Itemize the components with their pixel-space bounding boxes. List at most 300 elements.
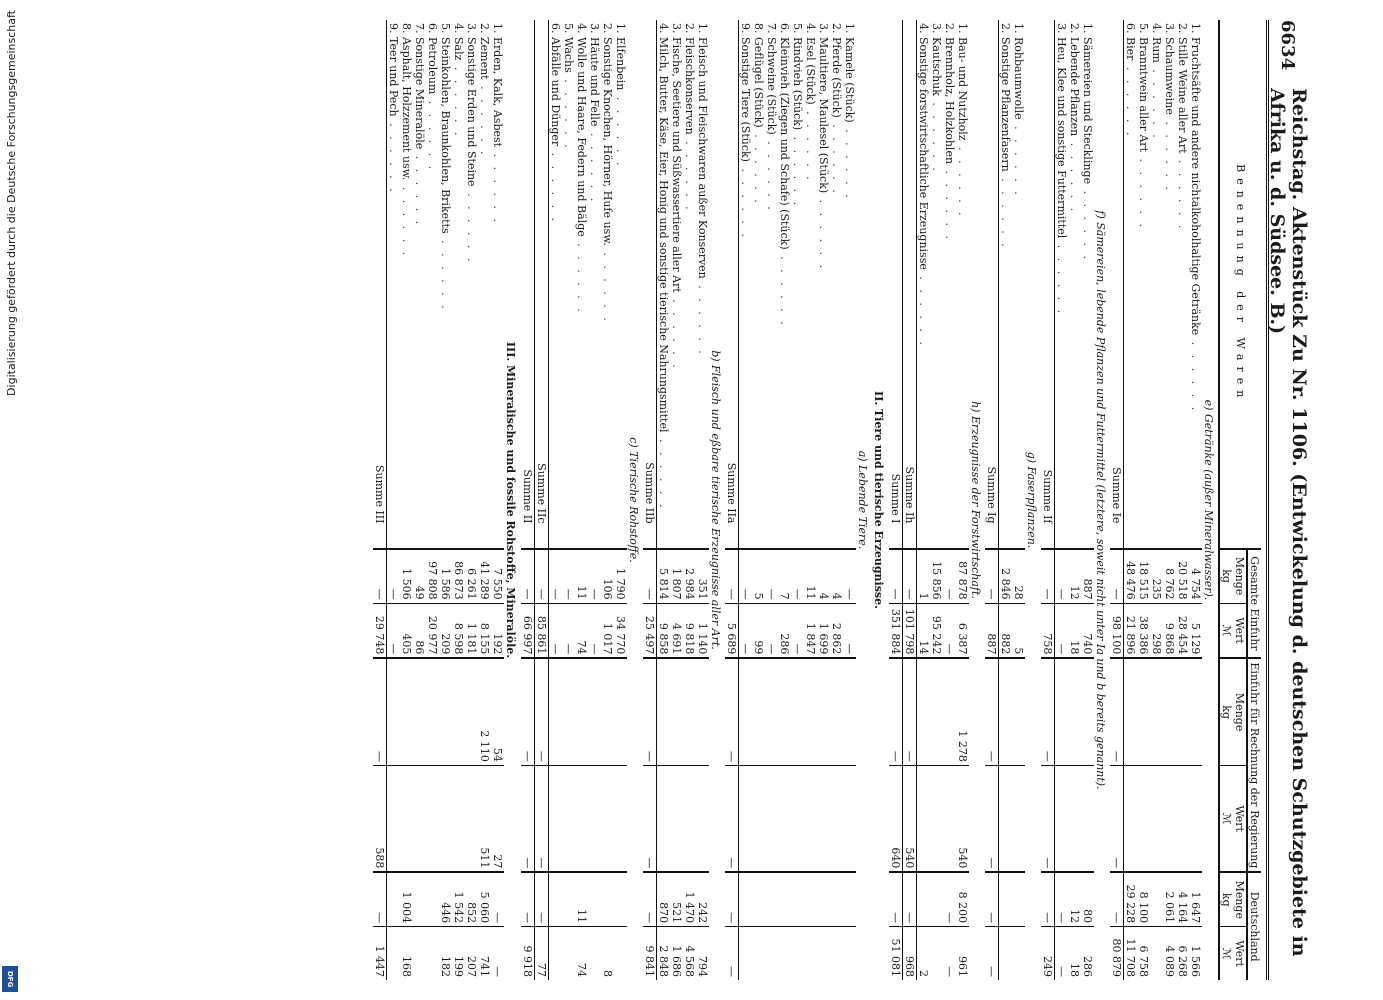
leader-dots: . . . . . . xyxy=(752,127,765,206)
ware-name-text: Summe Ig xyxy=(985,466,998,524)
gesamt-menge-cell: — xyxy=(903,549,917,604)
gesamt-menge-cell: 28 xyxy=(1012,549,1025,604)
deutschland-wert-cell: 968 xyxy=(903,927,917,980)
gesamt-menge-cell: 1 xyxy=(917,549,931,604)
gesamt-menge-cell: 15 856 xyxy=(930,549,943,604)
deutschland-menge-cell: 12 xyxy=(1068,872,1081,926)
deutschland-wert-cell xyxy=(1150,927,1163,980)
ware-name-text: 3. Maultiere, Maulesel (Stück) xyxy=(817,23,830,194)
subsection-title: g) Faserpflanzen. xyxy=(1025,451,1038,549)
ware-name xyxy=(943,20,956,549)
regierung-wert-cell: — xyxy=(643,765,657,872)
regierung-menge-cell xyxy=(452,658,465,765)
gesamt-wert-cell: 882 xyxy=(999,603,1013,658)
deutschland-menge-cell: 2 061 xyxy=(1163,872,1176,926)
gesamt-menge-cell: 41 289 xyxy=(478,549,491,604)
ware-name-text: Summe Ih xyxy=(903,466,916,524)
regierung-wert-cell: — xyxy=(985,765,999,872)
table-row xyxy=(657,20,671,980)
gesamt-wert-cell: 8 598 xyxy=(452,603,465,658)
regierung-wert-cell: 27 xyxy=(491,765,504,872)
regierung-menge-cell xyxy=(1055,658,1069,765)
gesamt-wert-cell: 20 977 xyxy=(426,603,439,658)
ware-name-text: 6. Abfälle und Dünger xyxy=(549,23,562,147)
col-menge-3: Menge kg xyxy=(1219,872,1247,926)
regierung-wert-cell xyxy=(670,765,683,872)
subsection-title: a) Lebende Tiere. xyxy=(856,450,869,550)
regierung-wert-cell xyxy=(465,765,478,872)
leader-dots: . . . . . . xyxy=(1189,335,1202,414)
gesamt-wert-cell: — xyxy=(943,603,956,658)
ware-name-text: 2. Zement xyxy=(478,23,491,80)
gesamt-menge-cell: 48 476 xyxy=(1124,549,1138,604)
regierung-menge-cell: — xyxy=(985,658,999,765)
section-heading-row xyxy=(856,20,872,980)
ware-name xyxy=(917,20,931,549)
gesamt-wert-cell: 28 454 xyxy=(1176,603,1189,658)
leader-dots: . . . . . . xyxy=(670,292,683,371)
ware-name-text: 1. Kamele (Stück) xyxy=(843,23,856,123)
ware-name xyxy=(830,20,843,549)
ware-name xyxy=(999,20,1013,549)
regierung-wert-cell xyxy=(778,765,791,872)
gesamt-wert-cell: — xyxy=(588,603,601,658)
ware-name-text: 2. Sonstige Pflanzenfasern xyxy=(999,23,1012,172)
regierung-wert-cell xyxy=(765,765,778,872)
regierung-wert-cell: 540 xyxy=(903,765,917,872)
regierung-wert-cell: 540 xyxy=(956,765,969,872)
ware-name xyxy=(752,20,765,549)
gesamt-menge-cell: 1 790 xyxy=(614,549,627,604)
deutschland-wert-cell: — xyxy=(943,927,956,980)
gesamt-wert-cell: 66 997 xyxy=(521,603,535,658)
regierung-menge-cell xyxy=(804,658,817,765)
deutschland-wert-cell: 9 918 xyxy=(521,927,535,980)
gesamt-wert-cell: 1 017 xyxy=(601,603,614,658)
credit-text: Digitalisierung gefördert durch die Deutsche Forschungsgemeinschaft xyxy=(5,10,18,396)
regierung-wert-cell xyxy=(696,765,709,872)
deutschland-wert-cell: 794 xyxy=(696,927,709,980)
deutschland-menge-cell xyxy=(614,872,627,926)
ware-name xyxy=(683,20,696,549)
deutschland-wert-cell xyxy=(549,927,563,980)
ware-name-text: 2. Stille Weine aller Art xyxy=(1176,23,1189,154)
deutschland-wert-cell: 80 879 xyxy=(1110,927,1124,980)
gesamt-wert-cell: 21 896 xyxy=(1124,603,1138,658)
sum-label xyxy=(1110,20,1124,549)
deutschland-wert-cell: 74 xyxy=(575,927,588,980)
regierung-menge-cell: 1 278 xyxy=(956,658,969,765)
table-header xyxy=(1219,20,1261,980)
regierung-menge-cell xyxy=(1068,658,1081,765)
regierung-wert-cell xyxy=(683,765,696,872)
ware-name xyxy=(817,20,830,549)
deutschland-menge-cell: 1 470 xyxy=(683,872,696,926)
regierung-wert-cell xyxy=(843,765,856,872)
col-header-gesamt: Gesamte Einfuhr xyxy=(1247,549,1261,659)
gesamt-wert-cell: 98 100 xyxy=(1110,603,1124,658)
leader-dots: . . . . . . xyxy=(1137,152,1150,230)
deutschland-wert-cell: 249 xyxy=(1041,927,1055,980)
gesamt-menge-cell: — xyxy=(521,549,535,604)
deutschland-wert-cell xyxy=(413,927,426,980)
col-menge-1: Menge kg xyxy=(1219,549,1247,604)
regierung-menge-cell xyxy=(1137,658,1150,765)
sum-row xyxy=(521,20,535,980)
leader-dots: . . . . . . xyxy=(999,171,1012,250)
sum-label xyxy=(521,20,535,549)
deutschland-wert-cell: 77 xyxy=(535,927,549,980)
dfg-logo: DFG xyxy=(2,966,18,992)
deutschland-menge-cell: 8 200 xyxy=(956,872,969,926)
header-rule xyxy=(1266,20,1269,980)
regierung-menge-cell xyxy=(387,658,401,765)
leader-dots: . . . . . . xyxy=(1163,114,1176,193)
gesamt-wert-cell: 5 129 xyxy=(1189,603,1202,658)
deutschland-wert-cell: 199 xyxy=(452,927,465,980)
table-row xyxy=(1137,20,1150,980)
deutschland-wert-cell: 51 081 xyxy=(889,927,903,980)
regierung-wert-cell xyxy=(575,765,588,872)
ware-name xyxy=(562,20,575,549)
gesamt-menge-cell: 97 808 xyxy=(426,549,439,604)
leader-dots: . . . . . . xyxy=(930,95,943,174)
regierung-menge-cell xyxy=(439,658,452,765)
gesamt-menge-cell: — xyxy=(387,549,401,604)
regierung-wert-cell xyxy=(614,765,627,872)
gesamt-menge-cell: 7 550 xyxy=(491,549,504,604)
regierung-wert-cell xyxy=(930,765,943,872)
ware-name xyxy=(439,20,452,549)
table-row xyxy=(439,20,452,980)
col-header-regierung: Einfuhr für Rechnung der Regierung xyxy=(1247,658,1261,872)
deutschland-wert-cell xyxy=(1012,927,1025,980)
deutschland-wert-cell: 9 841 xyxy=(643,927,657,980)
ware-name xyxy=(1137,20,1150,549)
table-row xyxy=(752,20,765,980)
deutschland-wert-cell: 8 xyxy=(601,927,614,980)
table-row xyxy=(601,20,614,980)
ware-name-text: 6. Bier xyxy=(1124,23,1137,61)
deutschland-menge-cell: — xyxy=(643,872,657,926)
deutschland-menge-cell xyxy=(999,872,1013,926)
regierung-menge-cell xyxy=(614,658,627,765)
ware-name-text: Summe IIb xyxy=(643,462,656,524)
deutschland-menge-cell: 1 004 xyxy=(400,872,413,926)
regierung-wert-cell xyxy=(1068,765,1081,872)
regierung-menge-cell: — xyxy=(373,658,387,765)
leader-dots: . . . . . . xyxy=(614,90,627,169)
gesamt-menge-cell: 11 xyxy=(575,549,588,604)
regierung-wert-cell: — xyxy=(1110,765,1124,872)
deutschland-wert-cell: 1 447 xyxy=(373,927,387,980)
deutschland-wert-cell: — xyxy=(725,927,739,980)
section-heading-row xyxy=(1025,20,1041,980)
deutschland-menge-cell xyxy=(804,872,817,926)
regierung-menge-cell xyxy=(778,658,791,765)
deutschland-menge-cell xyxy=(549,872,563,926)
ware-name xyxy=(739,20,753,549)
table-row xyxy=(491,20,504,980)
leader-dots: . . . . . . xyxy=(465,186,478,265)
table-body xyxy=(373,20,1219,980)
deutschland-menge-cell: 4 164 xyxy=(1176,872,1189,926)
deutschland-menge-cell: — xyxy=(725,872,739,926)
gesamt-menge-cell: — xyxy=(643,549,657,604)
regierung-menge-cell xyxy=(1176,658,1189,765)
gesamt-wert-cell: 351 884 xyxy=(889,603,903,658)
col-wert-2: Wert ℳ xyxy=(1219,765,1247,872)
ware-name xyxy=(614,20,627,549)
deutschland-wert-cell: 6 268 xyxy=(1176,927,1189,980)
section-heading-row xyxy=(1094,20,1110,980)
gesamt-wert-cell: 2 862 xyxy=(830,603,843,658)
gesamt-menge-cell: — xyxy=(1041,549,1055,604)
deutschland-wert-cell xyxy=(930,927,943,980)
regierung-menge-cell xyxy=(817,658,830,765)
regierung-menge-cell xyxy=(1124,658,1138,765)
deutschland-wert-cell xyxy=(791,927,804,980)
gesamt-wert-cell: 405 xyxy=(400,603,413,658)
gesamt-wert-cell: 758 xyxy=(1041,603,1055,658)
section-heading-row xyxy=(504,20,521,980)
regierung-menge-cell xyxy=(739,658,753,765)
ware-name-text: 2. Sonstige Knochen, Hörner, Hufe usw. xyxy=(601,23,614,246)
sum-row xyxy=(903,20,917,980)
deutschland-wert-cell: 4 089 xyxy=(1163,927,1176,980)
ware-name-text: 4. Rum xyxy=(1150,23,1163,63)
sum-label xyxy=(373,20,387,549)
section-heading-row xyxy=(709,20,725,980)
regierung-menge-cell xyxy=(917,658,931,765)
deutschland-wert-cell: 168 xyxy=(400,927,413,980)
ware-name-text: 3. Sonstige Erden und Steine xyxy=(465,23,478,187)
ware-name xyxy=(400,20,413,549)
gesamt-menge-cell: 8 762 xyxy=(1163,549,1176,604)
sum-row xyxy=(1041,20,1055,980)
regierung-menge-cell xyxy=(562,658,575,765)
gesamt-wert-cell: — xyxy=(791,603,804,658)
regierung-menge-cell xyxy=(413,658,426,765)
leader-dots: . . . . . . xyxy=(1176,153,1189,232)
ware-name xyxy=(956,20,969,549)
regierung-wert-cell xyxy=(830,765,843,872)
ware-name-text: 3. Kautschuk xyxy=(930,23,943,96)
gesamt-menge-cell: 2 984 xyxy=(683,549,696,604)
gesamt-wert-cell: 1 140 xyxy=(696,603,709,658)
deutschland-menge-cell xyxy=(387,872,401,926)
ware-name xyxy=(1068,20,1081,549)
deutschland-wert-cell: 207 xyxy=(465,927,478,980)
regierung-wert-cell xyxy=(791,765,804,872)
deutschland-wert-cell xyxy=(426,927,439,980)
regierung-menge-cell xyxy=(588,658,601,765)
deutschland-menge-cell xyxy=(752,872,765,926)
ware-name xyxy=(549,20,563,549)
ware-name xyxy=(1012,20,1025,549)
deutschland-menge-cell: 1 542 xyxy=(452,872,465,926)
deutschland-menge-cell: — xyxy=(943,872,956,926)
sum-label xyxy=(1041,20,1055,549)
gesamt-menge-cell: 4 xyxy=(817,549,830,604)
gesamt-wert-cell: — xyxy=(387,603,401,658)
ware-name xyxy=(804,20,817,549)
regierung-menge-cell xyxy=(426,658,439,765)
gesamt-wert-cell: — xyxy=(843,603,856,658)
gesamt-wert-cell: 8 155 xyxy=(478,603,491,658)
deutschland-wert-cell xyxy=(614,927,627,980)
deutschland-wert-cell: 1 686 xyxy=(670,927,683,980)
table-row xyxy=(943,20,956,980)
regierung-wert-cell xyxy=(1137,765,1150,872)
gesamt-menge-cell: 20 518 xyxy=(1176,549,1189,604)
gesamt-wert-cell: 887 xyxy=(985,603,999,658)
deutschland-menge-cell xyxy=(588,872,601,926)
gesamt-wert-cell: 74 xyxy=(575,603,588,658)
regierung-menge-cell xyxy=(1163,658,1176,765)
regierung-wert-cell: 511 xyxy=(478,765,491,872)
gesamt-wert-cell: — xyxy=(739,603,753,658)
ware-name-text: 1. Bau- und Nutzholz xyxy=(956,23,969,141)
ware-name xyxy=(930,20,943,549)
table-row xyxy=(400,20,413,980)
table-row xyxy=(1081,20,1094,980)
ware-name-text: 2. Lebende Pflanzen xyxy=(1068,23,1081,137)
ware-name-text: 9. Teer und Pech xyxy=(387,23,400,117)
deutschland-wert-cell: — xyxy=(491,927,504,980)
regierung-wert-cell: — xyxy=(725,765,739,872)
ware-name-text: 5. Steinkohlen, Braunkohlen, Briketts xyxy=(439,23,452,234)
table-row xyxy=(549,20,563,980)
gesamt-menge-cell: 4 xyxy=(830,549,843,604)
table-row xyxy=(614,20,627,980)
ware-name-text: 5. Rindvieh (Stück) xyxy=(791,23,804,131)
deutschland-menge-cell: 29 228 xyxy=(1124,872,1138,926)
ware-name xyxy=(791,20,804,549)
deutschland-wert-cell xyxy=(752,927,765,980)
regierung-menge-cell xyxy=(670,658,683,765)
regierung-menge-cell xyxy=(601,658,614,765)
gesamt-menge-cell: 11 xyxy=(804,549,817,604)
regierung-wert-cell xyxy=(588,765,601,872)
regierung-menge-cell xyxy=(465,658,478,765)
page-number: 6634 xyxy=(1277,20,1299,71)
table-row xyxy=(1163,20,1176,980)
regierung-menge-cell xyxy=(683,658,696,765)
ware-name-text: Summe If xyxy=(1041,469,1054,524)
deutschland-menge-cell xyxy=(817,872,830,926)
table-row xyxy=(778,20,791,980)
deutschland-menge-cell: 446 xyxy=(439,872,452,926)
leader-dots: . . . . . . xyxy=(400,180,413,259)
deutschland-menge-cell: — xyxy=(1110,872,1124,926)
ware-name-text: 1. Sämereien und Stecklinge xyxy=(1081,23,1094,185)
ware-name-text: 5. Branntwein aller Art xyxy=(1137,23,1150,152)
regierung-wert-cell xyxy=(999,765,1013,872)
deutschland-menge-cell: — xyxy=(1041,872,1055,926)
leader-dots: . . . . . . xyxy=(1068,136,1081,215)
gesamt-menge-cell: — xyxy=(889,549,903,604)
sum-row xyxy=(985,20,999,980)
deutschland-menge-cell: — xyxy=(889,872,903,926)
gesamt-menge-cell: 49 xyxy=(413,549,426,604)
regierung-menge-cell: — xyxy=(725,658,739,765)
table-row xyxy=(683,20,696,980)
leader-dots: . . . . . . xyxy=(452,60,465,139)
deutschland-menge-cell: 1 647 xyxy=(1189,872,1202,926)
leader-dots: . . . . . . xyxy=(575,236,588,315)
deutschland-menge-cell xyxy=(830,872,843,926)
regierung-wert-cell xyxy=(400,765,413,872)
deutschland-wert-cell: 182 xyxy=(439,927,452,980)
ware-name-text: 4. Esel (Stück) xyxy=(804,23,817,105)
ware-name-text: 1. Rohbaumwolle xyxy=(1012,23,1025,120)
deutschland-wert-cell xyxy=(387,927,401,980)
deutschland-menge-cell: 11 xyxy=(575,872,588,926)
regierung-wert-cell xyxy=(739,765,753,872)
rotated-page xyxy=(65,20,1310,980)
col-header-deutschland: Deutschland xyxy=(1247,872,1261,980)
ware-name-text: 9. Sonstige Tiere (Stück) xyxy=(739,23,752,162)
deutschland-menge-cell: 5 060 xyxy=(478,872,491,926)
ware-name-text: 3. Fische, Seetiere und Süßwassertiere aller Art xyxy=(670,23,683,293)
deutschland-wert-cell xyxy=(562,927,575,980)
ware-name xyxy=(588,20,601,549)
regierung-wert-cell xyxy=(452,765,465,872)
gesamt-wert-cell: — xyxy=(1055,603,1069,658)
deutschland-menge-cell: 8 100 xyxy=(1137,872,1150,926)
sum-row xyxy=(725,20,739,980)
regierung-wert-cell xyxy=(562,765,575,872)
deutschland-wert-cell xyxy=(778,927,791,980)
table-row xyxy=(765,20,778,980)
gesamt-wert-cell: 99 xyxy=(752,603,765,658)
regierung-menge-cell xyxy=(657,658,671,765)
ware-name-text: 4. Salz xyxy=(452,23,465,61)
ware-name xyxy=(478,20,491,549)
regierung-menge-cell: — xyxy=(889,658,903,765)
ware-name xyxy=(452,20,465,549)
section-heading-row xyxy=(969,20,985,980)
table-row xyxy=(817,20,830,980)
sum-row xyxy=(535,20,549,980)
deutschland-menge-cell xyxy=(413,872,426,926)
ware-name-text: 2. Fleischkonserven xyxy=(683,23,696,135)
deutschland-menge-cell: 521 xyxy=(670,872,683,926)
regierung-wert-cell xyxy=(804,765,817,872)
ware-name xyxy=(1081,20,1094,549)
subsection-title: h) Erzeugnisse der Forstwirtschaft. xyxy=(969,401,982,599)
gesamt-menge-cell: — xyxy=(562,549,575,604)
table-row xyxy=(1150,20,1163,980)
deutschland-wert-cell: — xyxy=(1055,927,1069,980)
regierung-menge-cell xyxy=(1012,658,1025,765)
subsection-title: c) Tierische Rohstoffe. xyxy=(627,437,640,563)
deutschland-wert-cell: — xyxy=(985,927,999,980)
regierung-wert-cell: — xyxy=(1041,765,1055,872)
gesamt-menge-cell: — xyxy=(985,549,999,604)
ware-name-text: 2. Brennholz, Holzkohlen xyxy=(943,23,956,165)
ware-name xyxy=(657,20,671,549)
table-row xyxy=(930,20,943,980)
leader-dots: . . . . . . xyxy=(601,245,614,324)
gesamt-wert-cell: 34 770 xyxy=(614,603,627,658)
regierung-wert-cell: 588 xyxy=(373,765,387,872)
import-table xyxy=(373,20,1261,980)
deutschland-wert-cell xyxy=(817,927,830,980)
table-row xyxy=(452,20,465,980)
deutschland-wert-cell: 4 568 xyxy=(683,927,696,980)
